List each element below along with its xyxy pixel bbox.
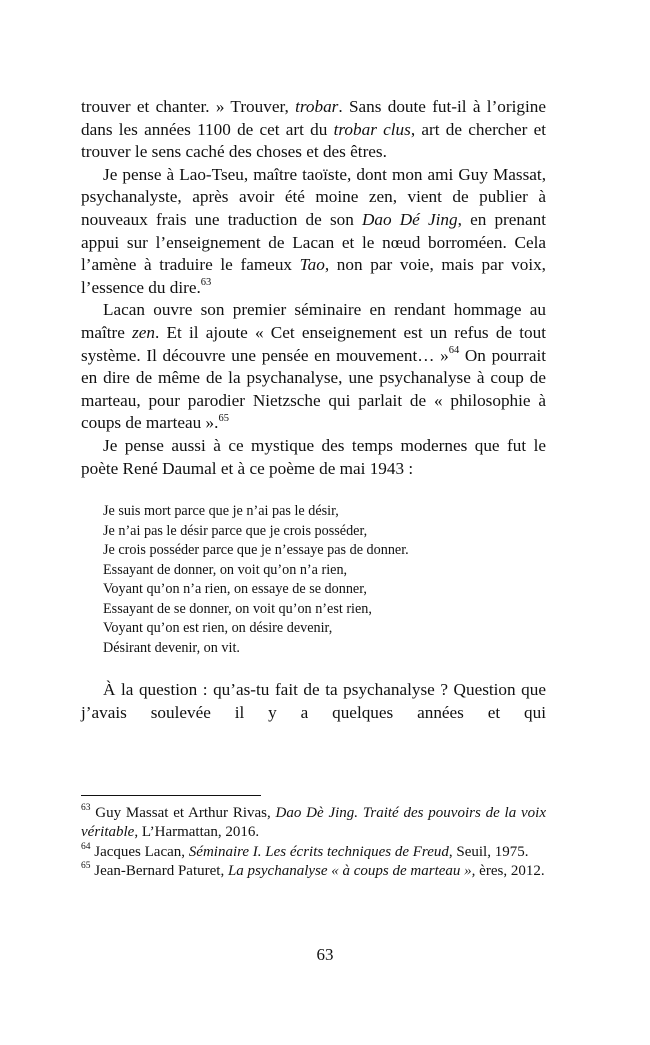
italic-text: La psychanalyse « à coups de marteau », (227, 862, 476, 879)
footnote-ref: 65 (218, 412, 229, 424)
footnote-64 (81, 843, 546, 862)
body-text (81, 96, 546, 724)
poem-line: Désirant devenir, on vit. (103, 639, 240, 656)
text-run: , L’Harmattan, 2016. (134, 824, 260, 841)
poem (103, 502, 546, 658)
text-run: On pourrait en dire de même de la psychanalyse, une psychanalyse à coup de marteau, pour parodier Nietzsche qui parlait de « philosophie à coups de marteau ». (81, 345, 546, 433)
footnote-ref: 63 (200, 277, 212, 289)
italic-text: Dao Dé Jing (362, 209, 458, 229)
poem-line: Voyant qu’on est rien, on désire devenir, (103, 620, 333, 637)
text-run: ères, 2012. (475, 862, 545, 879)
text-run: Guy Massat et Arthur Rivas, (90, 805, 276, 821)
text-run: Lacan ouvre son premier séminaire en rendant hommage au maître (81, 300, 546, 342)
footnote-ref: 64 (448, 344, 460, 356)
text-run: Je pense à Lao-Tseu, maître taoïste, dont mon ami Guy Massat, psychanalyste, après avoir été moine zen, vient de publier à nouveaux frais une traduction de son (81, 164, 546, 229)
poem-line: Essayant de donner, on voit qu’on n’a rien, (103, 561, 348, 578)
paragraph-4 (81, 435, 546, 480)
text-run: , art de chercher et trouver le sens caché des choses et des êtres. (81, 119, 547, 162)
footnote-63 (81, 804, 546, 843)
italic-text: Tao (299, 255, 325, 275)
text-run: . Et il ajoute « Cet enseignement est un refus de tout système. Il découvre une pensée en mouvement… » (81, 322, 546, 365)
italic-text: Séminaire I. Les écrits techniques de Freud (188, 843, 449, 860)
poem-line: Voyant qu’on n’a rien, on essaye de se donner, (103, 581, 367, 598)
text-run: Je pense aussi à ce mystique des temps modernes que fut le poète René Daumal et à ce poème de mai 1943 : (81, 435, 546, 478)
italic-text: Dao Dè Jing. Traité des pouvoirs de la voix véritable (81, 805, 547, 841)
footnote-number: 64 (81, 841, 91, 852)
paragraph-2 (81, 164, 546, 300)
poem-line: Essayant de se donner, on voit qu’on n’est rien, (103, 600, 372, 617)
text-run: , Seuil, 1975. (448, 843, 529, 860)
text-run: Jean-Bernard Paturet, (90, 862, 228, 879)
poem-line: Je suis mort parce que je n’ai pas le désir, (103, 503, 339, 520)
footnote-number: 63 (81, 803, 91, 813)
poem-line: Je crois posséder parce que je n’essaye pas de donner. (103, 542, 409, 559)
text-run: . Sans doute fut-il à l’origine dans les années 1100 de cet art du (81, 97, 546, 139)
footnote-separator (81, 795, 261, 796)
footnotes (81, 804, 546, 881)
text-run: Jacques Lacan, (90, 843, 189, 860)
footnote-number: 65 (81, 860, 91, 871)
italic-text: trobar clus (333, 119, 411, 139)
poem-line: Je n’ai pas le désir parce que je crois posséder, (103, 522, 368, 539)
italic-text: zen (132, 322, 156, 342)
closing-text: À la question : qu’as-tu fait de ta psychanalyse ? Question que j’avais soulevée il y a quelques années et qui (81, 680, 546, 722)
text-run: , non par voie, mais par voix, l’essence du dire. (81, 255, 546, 297)
text-run: , en prenant appui sur l’enseignement de Lacan et le nœud borroméen. Cela l’amène à traduire le fameux (81, 209, 546, 275)
text-run: trouver et chanter. » Trouver, (81, 97, 296, 116)
paragraph-closing (81, 679, 546, 724)
footnote-65 (81, 862, 546, 881)
paragraph-3 (81, 299, 546, 435)
page-number: 63 (316, 945, 334, 964)
italic-text: trobar (295, 97, 339, 116)
paragraph-1 (81, 96, 546, 164)
